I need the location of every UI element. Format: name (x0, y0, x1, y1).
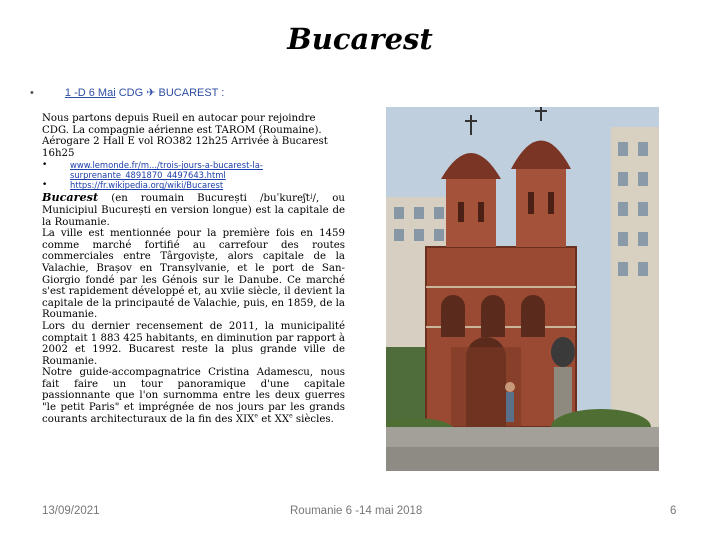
paragraph-flight: Aérogare 2 Hall E vol RO382 12h25 Arrivée à Bucarest 16h25 (42, 136, 328, 159)
url-item (42, 160, 345, 180)
lemonde-link[interactable]: www.lemonde.fr/m.../trois-jours-a-bucarest-la-surprenante_4891870_4497643.html (70, 160, 263, 181)
slide-title: Bucarest (287, 22, 433, 56)
superscript: e (289, 412, 293, 420)
footer-title: Roumanie 6 -14 mai 2018 (290, 505, 423, 517)
route-text: CDG ✈ BUCAREST : (118, 87, 225, 99)
paragraph-census: Lors du dernier recensement de 2011, la municipalité comptait 1 883 425 habitants, en diminution par rapport à 2002 et 1992. Bucarest reste la plus grande ville de Roumanie. (42, 320, 345, 367)
page-number: 6 (670, 505, 677, 517)
agenda-line (30, 86, 224, 99)
body-text (42, 113, 345, 425)
paragraph-departure: Nous partons depuis Rueil en autocar pour rejoindre CDG. La compagnie aérienne est TAROM (Roumaine). (42, 113, 322, 136)
bullet: • (30, 87, 34, 99)
paragraph-guide (42, 367, 345, 425)
superscript: e (254, 412, 258, 420)
guide-text-mid: et XX (257, 413, 290, 425)
intro-lead: Bucarest (42, 190, 99, 205)
url-item (42, 180, 345, 190)
intro-rest: (en roumain București /buˈkureʃtʲ/, ou Municipiul București en version longue) est la capitale de la Roumanie. (42, 193, 345, 228)
wikipedia-link[interactable]: https://fr.wikipedia.org/wiki/Bucarest (70, 180, 224, 191)
guide-text-end: siècles. (292, 413, 334, 425)
paragraph-intro (42, 192, 345, 228)
guide-text: Notre guide-accompagnatrice Cristina Adamescu, nous fait faire un tour panoramique d'une capitale passionnante que l'on surnomma entre les deux guerres "le petit Paris" et imprégnée de nos jours par les grands courants architecturaux de la fin des XIX (42, 367, 345, 425)
day-link[interactable]: 1 -D 6 Mai (64, 87, 116, 99)
url-list (42, 160, 345, 190)
footer-date: 13/09/2021 (42, 505, 100, 517)
paragraph-history: La ville est mentionnée pour la première fois en 1459 comme marché fortifié au carrefour des routes commerciales entre Târgoviște, alors capitale de la Valachie, Brașov en Transylvanie, et le port de San-Giorgio fondé par les Génois sur le Danube. Ce marché s'est rapidement développé et, au xviie siècle, il devient la capitale de la principauté de Valachie, puis, en 1859, de la Roumanie. (42, 228, 345, 321)
church-photo (386, 107, 659, 471)
